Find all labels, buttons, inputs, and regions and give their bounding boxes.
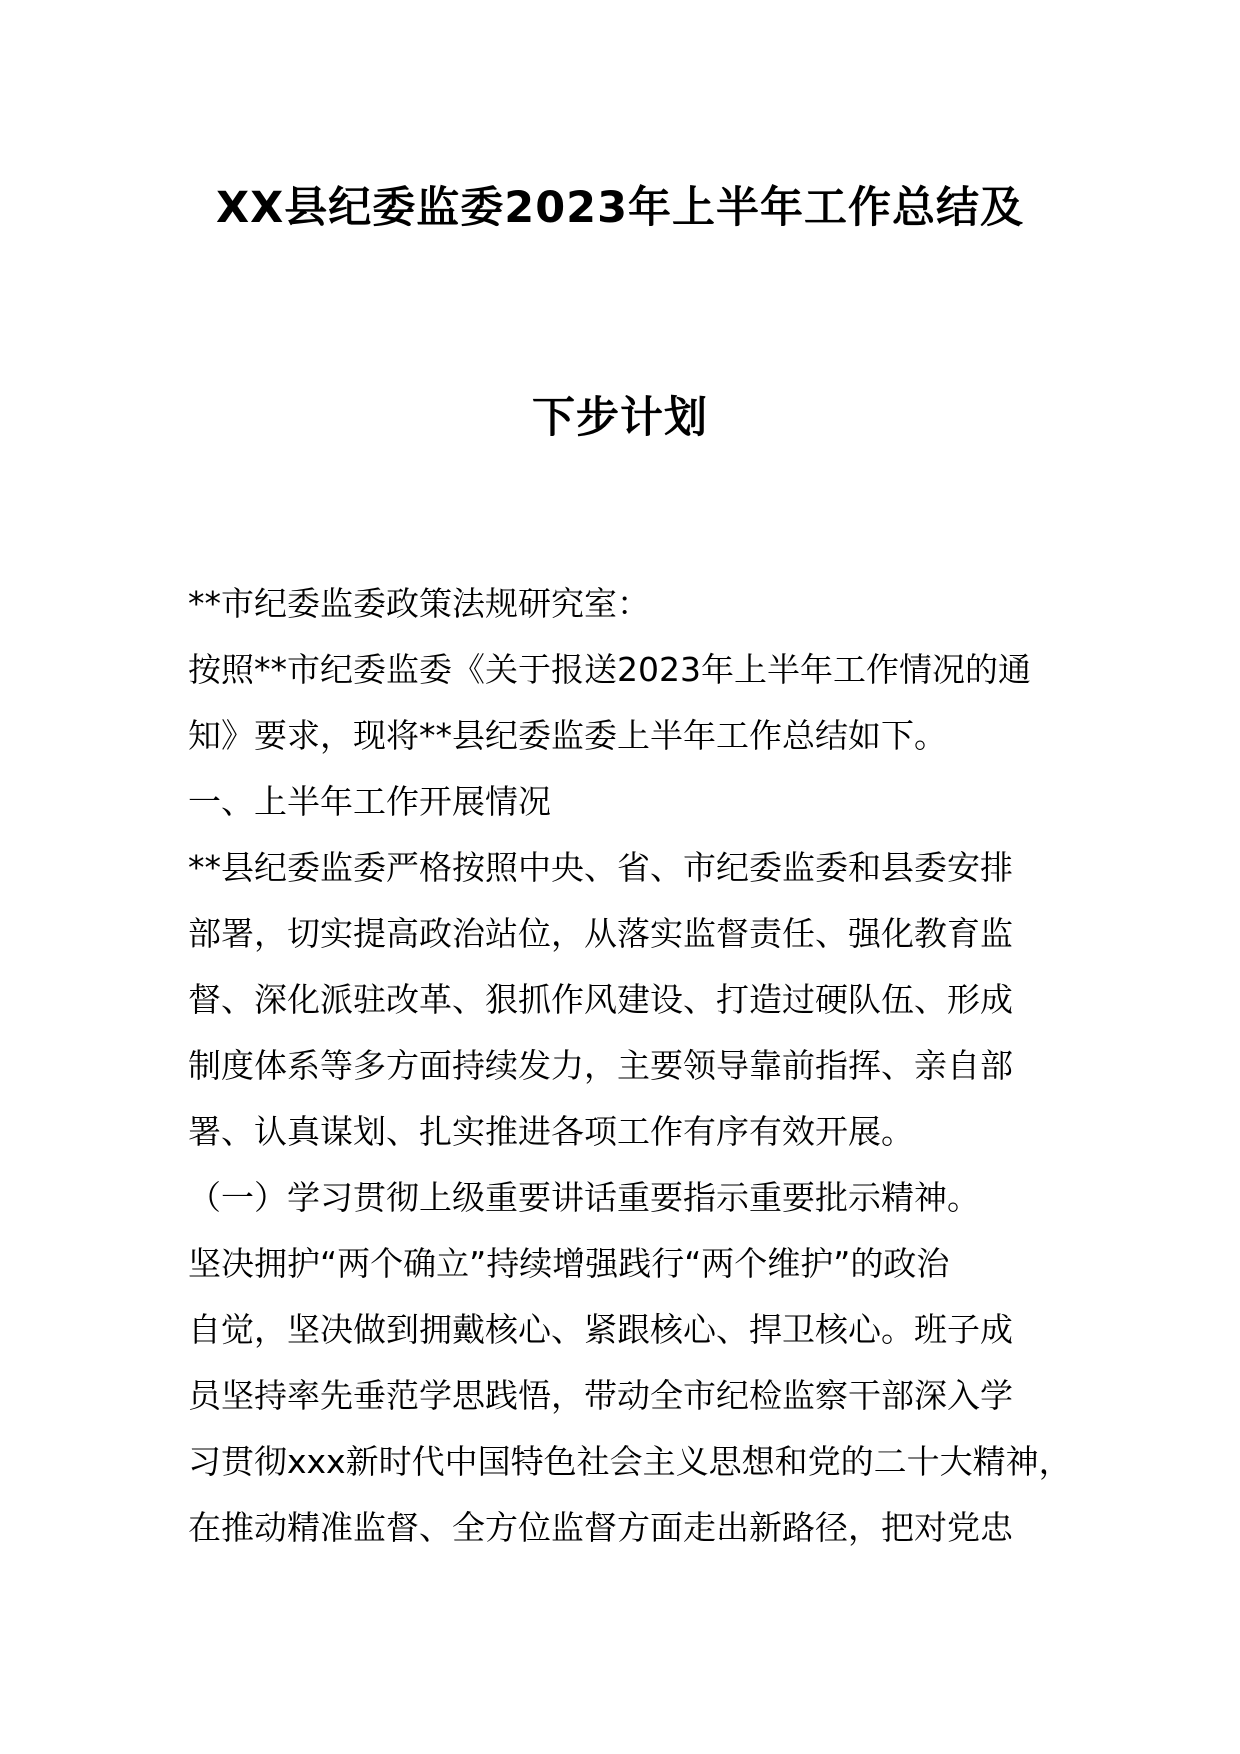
- body-line: 员坚持率先垂范学思践悟，带动全市纪检监察干部深入学: [188, 1376, 1013, 1415]
- document-title-line-1: XX县纪委监委2023年上半年工作总结及: [216, 183, 1024, 233]
- salutation: **市纪委监委政策法规研究室：: [188, 584, 650, 623]
- body-line: 知》要求，现将**县纪委监委上半年工作总结如下。: [188, 716, 947, 755]
- body-line: 制度体系等多方面持续发力，主要领导靠前指挥、亲自部: [188, 1046, 1013, 1085]
- body-line: 督、深化派驻改革、狠抓作风建设、打造过硬队伍、形成: [188, 980, 1013, 1019]
- body-line: 自觉，坚决做到拥戴核心、紧跟核心、捍卫核心。班子成: [188, 1310, 1013, 1349]
- body-line: 部署，切实提高政治站位，从落实监督责任、强化教育监: [188, 914, 1013, 953]
- body-line: 按照**市纪委监委《关于报送2023年上半年工作情况的通: [188, 650, 1031, 689]
- body-line: **县纪委监委严格按照中央、省、市纪委监委和县委安排: [188, 848, 1013, 887]
- document-body: [188, 571, 1072, 1561]
- body-line: 在推动精准监督、全方位监督方面走出新路径，把对党忠: [188, 1508, 1013, 1547]
- subsection-heading: （一）学习贯彻上级重要讲话重要指示重要批示精神。: [188, 1178, 980, 1217]
- body-line: 署、认真谋划、扎实推进各项工作有序有效开展。: [188, 1112, 914, 1151]
- body-line: 坚决拥护“两个确立”持续增强践行“两个维护”的政治: [188, 1244, 950, 1283]
- body-line: 习贯彻xxx新时代中国特色社会主义思想和党的二十大精神，: [188, 1442, 1072, 1481]
- document-title-line-2: 下步计划: [532, 393, 708, 443]
- section-heading: 一、上半年工作开展情况: [188, 782, 551, 821]
